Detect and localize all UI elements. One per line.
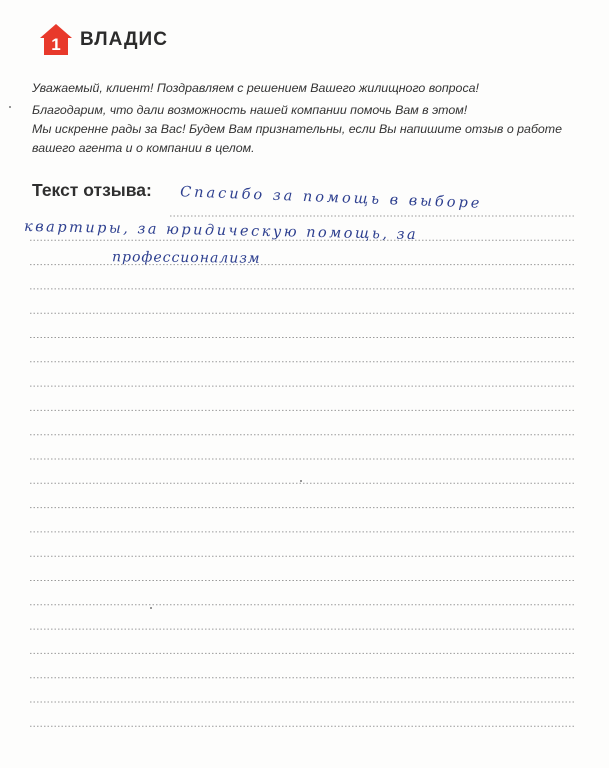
speck bbox=[300, 480, 302, 482]
handwritten-review-line-2: квартиры, за юридическую помощь, за bbox=[23, 218, 419, 244]
logo-badge-number: 1 bbox=[51, 35, 61, 54]
thanks-line: Благодарим, что дали возможность нашей компании помочь Вам в этом! bbox=[32, 103, 468, 117]
handwritten-review-line-1: Спасибо за помощь в выборе bbox=[179, 184, 483, 212]
brand-name: ВЛАДИС bbox=[80, 29, 168, 50]
greeting-line: Уважаемый, клиент! Поздравляем с решением Вашего жилищного вопроса! bbox=[32, 81, 479, 95]
speck bbox=[9, 106, 11, 108]
speck bbox=[150, 607, 152, 609]
review-heading: Текст отзыва: bbox=[32, 180, 152, 200]
handwritten-review-line-3: профессионализм bbox=[111, 249, 261, 267]
request-line-continued: вашего агента и о компании в целом. bbox=[32, 141, 255, 155]
request-line: Мы искренне рады за Вас! Будем Вам признательны, если Вы напишите отзыв о работе bbox=[32, 122, 563, 136]
